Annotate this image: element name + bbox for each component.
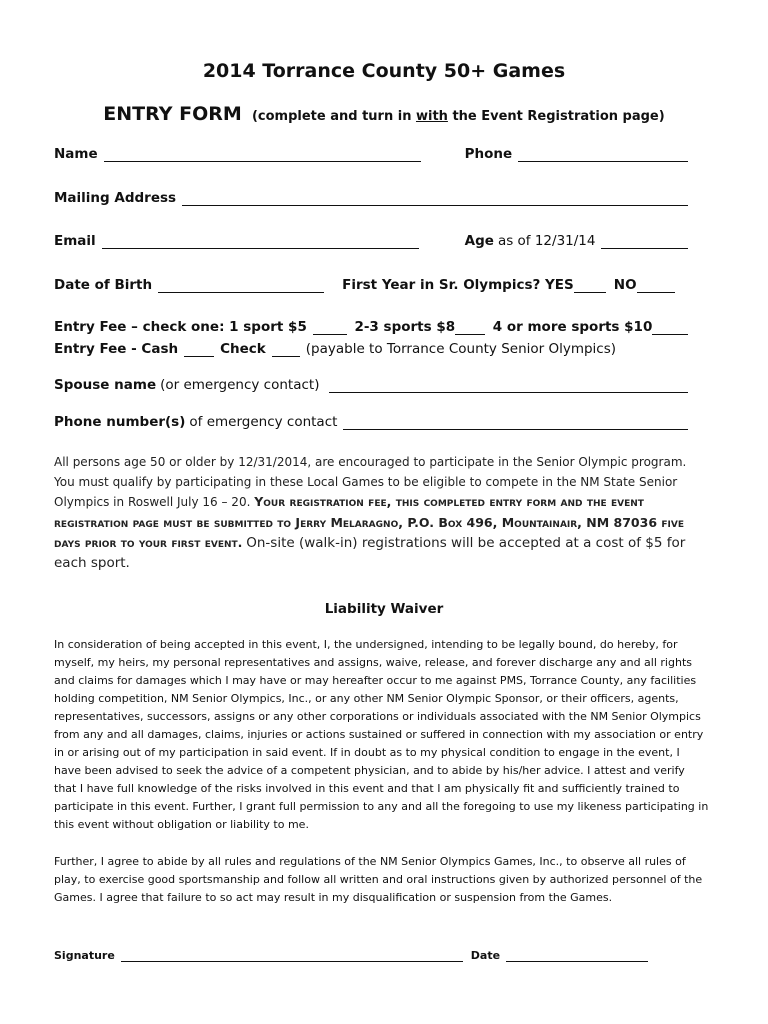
fee-two-three-field[interactable]	[455, 319, 485, 335]
entry-form-heading: ENTRY FORM	[103, 103, 242, 125]
phone-field[interactable]	[518, 146, 688, 162]
age-label: Age	[464, 233, 494, 249]
fee-four-plus-label: 4 or more sports $10	[492, 319, 653, 335]
spouse-row	[54, 371, 688, 393]
mailing-field[interactable]	[182, 190, 688, 206]
spouse-note: (or emergency contact)	[160, 377, 320, 393]
date-label: Date	[470, 949, 501, 962]
name-field[interactable]	[104, 146, 421, 162]
fee-four-plus-field[interactable]	[652, 319, 688, 335]
date-field[interactable]	[506, 948, 648, 962]
waiver-title: Liability Waiver	[324, 601, 444, 617]
subtitle-note-b: the Event Registration page)	[447, 109, 665, 124]
age-field[interactable]	[601, 233, 688, 249]
dob-field[interactable]	[158, 277, 324, 293]
fee-two-three-label: 2-3 sports $8	[354, 319, 456, 335]
emergency-phone-note: of emergency contact	[189, 414, 338, 430]
email-label: Email	[54, 233, 96, 249]
emergency-phone-field[interactable]	[343, 414, 688, 430]
entry-fee-cash-row	[54, 335, 688, 357]
spouse-field[interactable]	[329, 377, 688, 393]
first-year-label: First Year in Sr. Olympics? YES	[342, 277, 574, 293]
info-paragraph	[54, 453, 694, 573]
info-walkin-text: On-site (walk-in) registrations will be accepted at a cost of $5 for each sport.	[54, 535, 686, 571]
dob-label: Date of Birth	[54, 277, 153, 293]
spouse-label: Spouse name	[54, 377, 157, 393]
fee-one-sport-label: Entry Fee – check one: 1 sport $5	[54, 319, 307, 335]
fee-cash-label: Entry Fee - Cash	[54, 341, 179, 357]
email-field[interactable]	[102, 233, 419, 249]
first-year-no-label: NO	[613, 277, 637, 293]
fee-check-label: Check	[220, 341, 266, 357]
form-title: 2014 Torrance County 50+ Games	[202, 60, 566, 82]
fee-check-field[interactable]	[272, 341, 300, 357]
subtitle-note-with: with	[415, 109, 448, 124]
emergency-phone-row	[54, 408, 688, 430]
mailing-row	[54, 184, 688, 206]
signature-row	[54, 942, 654, 962]
info-submission-text: Your registration fee, this completed entry form and the event registration page must be submitted to Jerry Melaragno, P.O. Box 496, Mountainair, NM 87036 five days prior to your first event.	[54, 494, 684, 550]
subtitle-note-a: (complete and turn in	[251, 109, 416, 124]
phone-label: Phone	[464, 146, 513, 162]
signature-field[interactable]	[121, 948, 463, 962]
mailing-label: Mailing Address	[54, 190, 177, 206]
name-phone-row	[54, 140, 688, 162]
form-subtitle	[0, 103, 768, 125]
fee-payable-note: (payable to Torrance County Senior Olympics)	[305, 341, 617, 357]
waiver-paragraph-2: Further, I agree to abide by all rules and regulations of the NM Senior Olympics Games, Inc., to observe all rules of play, to exercise good sportsmanship and follow all written and oral instructions given by authorized personnel of the Games. I agree that failure to so act may result in my disqualification or suspension from the Games.	[54, 855, 703, 904]
name-label: Name	[54, 146, 98, 162]
first-year-yes-field[interactable]	[574, 277, 606, 293]
info-text-a: All persons age 50 or older by 12/31/2014, are encouraged to participate in the Senior Olympic program. You must qualify by participating in these Local Games to be eligible to compete in the NM State Senior Olympics in Roswell July 16 – 20.	[54, 455, 687, 509]
email-age-row	[54, 227, 688, 249]
age-note: as of 12/31/14	[497, 233, 596, 249]
fee-cash-field[interactable]	[184, 341, 214, 357]
waiver-paragraph-1: In consideration of being accepted in this event, I, the undersigned, intending to be legally bound, do hereby, for myself, my heirs, my personal representatives and assigns, waive, release, and forever discharge any and all rights and claims for damages which I may have or may hereafter occur to me against PMS, Torrance County, any facilities holding competition, NM Senior Olympics, Inc., or any other NM Senior Olympic Sponsor, or their officers, agents, representatives, successors, assigns or any other corporations or individuals associated with the NM Senior Olympics from any and all damages, claims, injuries or actions sustained or suffered in connection with my association or entry in or arising out of my participation in said event. If in doubt as to my physical condition to engage in the event, I have been advised to seek the advice of a competent physician, and to abide by his/her advice. I attest and verify that I have full knowledge of the risks involved in this event and that I am physically fit and sufficiently trained to participate in this event. Further, I grant full permission to any and all the foregoing to use my likeness participating in this event without obligation or liability to me.	[54, 638, 709, 831]
fee-one-sport-field[interactable]	[313, 319, 347, 335]
first-year-no-field[interactable]	[637, 277, 675, 293]
emergency-phone-label: Phone number(s)	[54, 414, 186, 430]
dob-row	[54, 271, 688, 293]
entry-fee-check-row	[54, 313, 688, 335]
signature-label: Signature	[54, 949, 115, 962]
